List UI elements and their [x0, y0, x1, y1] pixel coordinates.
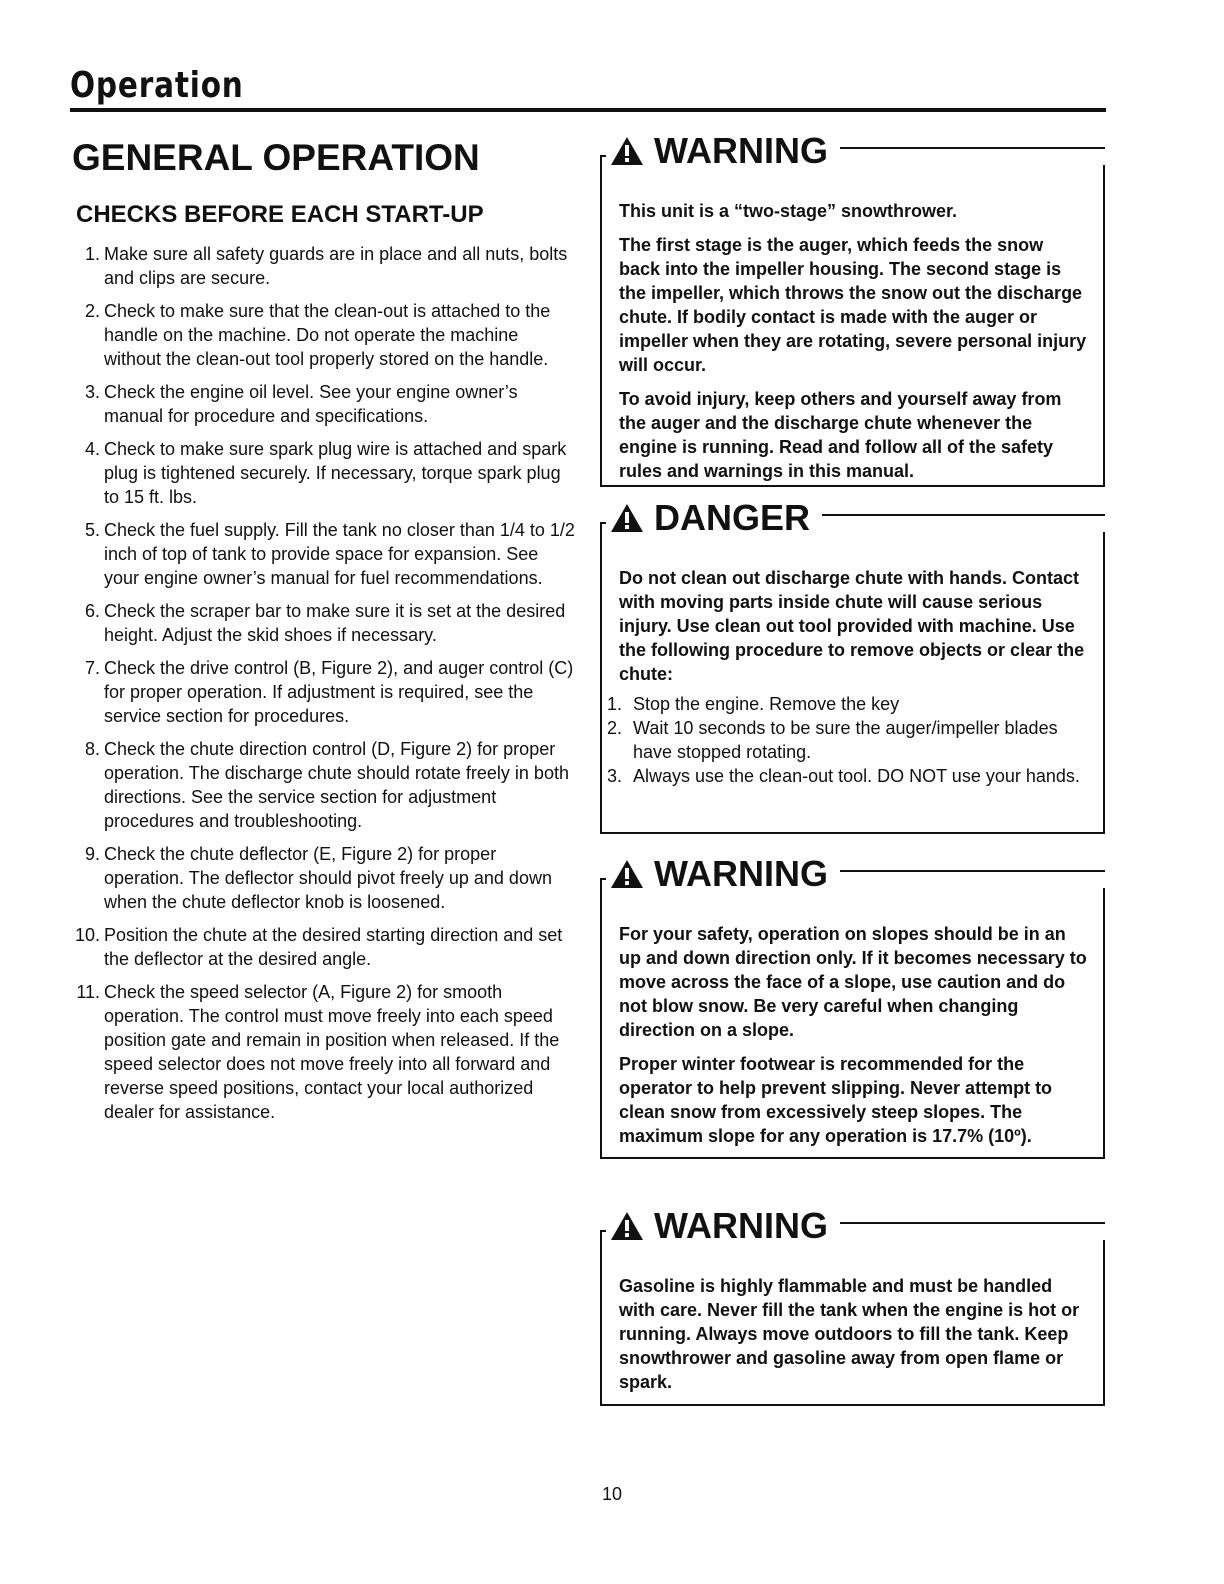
warning-title-text: WARNING [654, 853, 828, 894]
warning-triangle-icon [610, 503, 644, 533]
page-number: 10 [601, 1484, 623, 1504]
warning-title [606, 131, 840, 171]
list-item-number: 11. [76, 982, 100, 1002]
list-item-text: Check to make sure that the clean-out is attached to the handle on the machine. Do not operate the machine without the clean-out tool properly stored on the handle. [104, 301, 551, 369]
warning-box-header [600, 131, 1105, 171]
warning-triangle-icon [610, 1211, 644, 1241]
warning-paragraph: This unit is a “two-stage” snowthrower. [619, 201, 958, 221]
startup-checklist [72, 212, 577, 1124]
warning-title [606, 1206, 840, 1246]
list-item-number: 10. [74, 925, 100, 945]
warning-triangle-icon [610, 136, 644, 166]
list-item [72, 980, 577, 1124]
warning-paragraph: Proper winter footwear is recommended for the operator to help prevent slipping. Never attempt to clean snow from excessively steep slopes. The maximum slope for any operation is 17.7% (10º). [619, 1054, 1053, 1146]
box-header-rule [840, 1222, 1105, 1224]
list-item [607, 692, 1087, 716]
list-item [72, 842, 577, 914]
list-item-text: Position the chute at the desired starting direction and set the deflector at the desired angle. [104, 925, 563, 969]
warning-box-gasoline [600, 1205, 1105, 1406]
list-item-number: 4. [84, 439, 100, 459]
danger-intro: Do not clean out discharge chute with hands. Contact with moving parts inside chute will cause serious injury. Use clean out tool provided with machine. Use the following procedure to remove objects or clear the chute: [619, 568, 1085, 684]
list-item [607, 716, 1087, 764]
page-title: GENERAL OPERATION [72, 137, 480, 178]
list-item-text: Stop the engine. Remove the key [633, 694, 900, 714]
box-header-rule [840, 147, 1105, 149]
warning-box-header [600, 854, 1105, 894]
list-item [72, 242, 577, 290]
warning-title-text: WARNING [654, 1205, 828, 1246]
list-item-number: 1. [84, 244, 100, 264]
list-item-number: 2. [607, 718, 623, 738]
list-item-number: 5. [84, 520, 100, 540]
list-item [72, 437, 577, 509]
danger-title [606, 498, 822, 538]
section-header [70, 64, 1106, 112]
list-item-text: Check the engine oil level. See your engine owner’s manual for procedure and specifications. [104, 382, 518, 426]
list-item [72, 599, 577, 647]
warning-triangle-icon [610, 859, 644, 889]
list-item [72, 380, 577, 428]
list-item [607, 764, 1087, 788]
danger-box-header [600, 498, 1105, 538]
list-item-number: 7. [84, 658, 100, 678]
list-item-text: Check the scraper bar to make sure it is set at the desired height. Adjust the skid shoes if necessary. [104, 601, 566, 645]
list-item-text: Check the chute direction control (D, Figure 2) for proper operation. The discharge chute should rotate freely in both directions. See the service section for adjustment procedures and troubleshooting. [104, 739, 569, 831]
section-subtitle: CHECKS BEFORE EACH START-UP [76, 201, 484, 228]
list-item [72, 656, 577, 728]
list-item-text: Check the chute deflector (E, Figure 2) for proper operation. The deflector should pivot freely up and down when the chute deflector knob is loosened. [104, 844, 552, 912]
box-header-rule [822, 514, 1105, 516]
list-item [72, 923, 577, 971]
list-item-text: Check to make sure spark plug wire is attached and spark plug is tightened securely. If necessary, torque spark plug to 15 ft. lbs. [104, 439, 567, 507]
warning-title [606, 854, 840, 894]
list-item-number: 2. [84, 301, 100, 321]
list-item [72, 299, 577, 371]
warning-box-two-stage [600, 130, 1105, 487]
list-item-number: 3. [84, 382, 100, 402]
list-item-number: 8. [84, 739, 100, 759]
danger-box-chute [600, 497, 1105, 834]
list-item-text: Check the speed selector (A, Figure 2) for smooth operation. The control must move freely into each speed position gate and remain in position when released. If the speed selector does not move freely into all forward and reverse speed positions, contact your local authorized dealer for assistance. [104, 982, 560, 1122]
list-item [72, 737, 577, 833]
warning-box-slopes [600, 853, 1105, 1159]
list-item-text: Check the fuel supply. Fill the tank no closer than 1/4 to 1/2 inch of top of tank to provide space for expansion. See your engine owner’s manual for fuel recommendations. [104, 520, 575, 588]
warning-paragraph: Gasoline is highly flammable and must be handled with care. Never fill the tank when the engine is hot or running. Always move outdoors to fill the tank. Keep snowthrower and gasoline away from open flame or spark. [619, 1276, 1080, 1392]
warning-paragraph: For your safety, operation on slopes should be in an up and down direction only. If it becomes necessary to move across the face of a slope, use caution and do not blow snow. Be very careful when changing direction on a slope. [619, 924, 1087, 1040]
warning-paragraph: To avoid injury, keep others and yourself away from the auger and the discharge chute whenever the engine is running. Read and follow all of the safety rules and warnings in this manual. [619, 389, 1062, 481]
list-item-text: Check the drive control (B, Figure 2), and auger control (C) for proper operation. If adjustment is required, see the service section for procedures. [104, 658, 574, 726]
warning-title-text: WARNING [654, 130, 828, 171]
list-item-text: Wait 10 seconds to be sure the auger/impeller blades have stopped rotating. [633, 718, 1058, 762]
warning-box-header [600, 1206, 1105, 1246]
list-item-number: 3. [607, 766, 623, 786]
list-item-number: 9. [84, 844, 100, 864]
list-item-number: 1. [607, 694, 623, 714]
warning-paragraph: The first stage is the auger, which feeds the snow back into the impeller housing. The second stage is the impeller, which throws the snow out the discharge chute. If bodily contact is made with the auger or impeller when they are rotating, severe personal injury will occur. [619, 235, 1087, 375]
list-item-number: 6. [84, 601, 100, 621]
list-item-text: Always use the clean-out tool. DO NOT use your hands. [633, 766, 1080, 786]
box-header-rule [840, 870, 1105, 872]
list-item-text: Make sure all safety guards are in place and all nuts, bolts and clips are secure. [104, 244, 568, 288]
danger-title-text: DANGER [654, 497, 811, 538]
section-header-title: Operation [70, 65, 244, 106]
danger-steps [607, 692, 1087, 788]
list-item [72, 518, 577, 590]
